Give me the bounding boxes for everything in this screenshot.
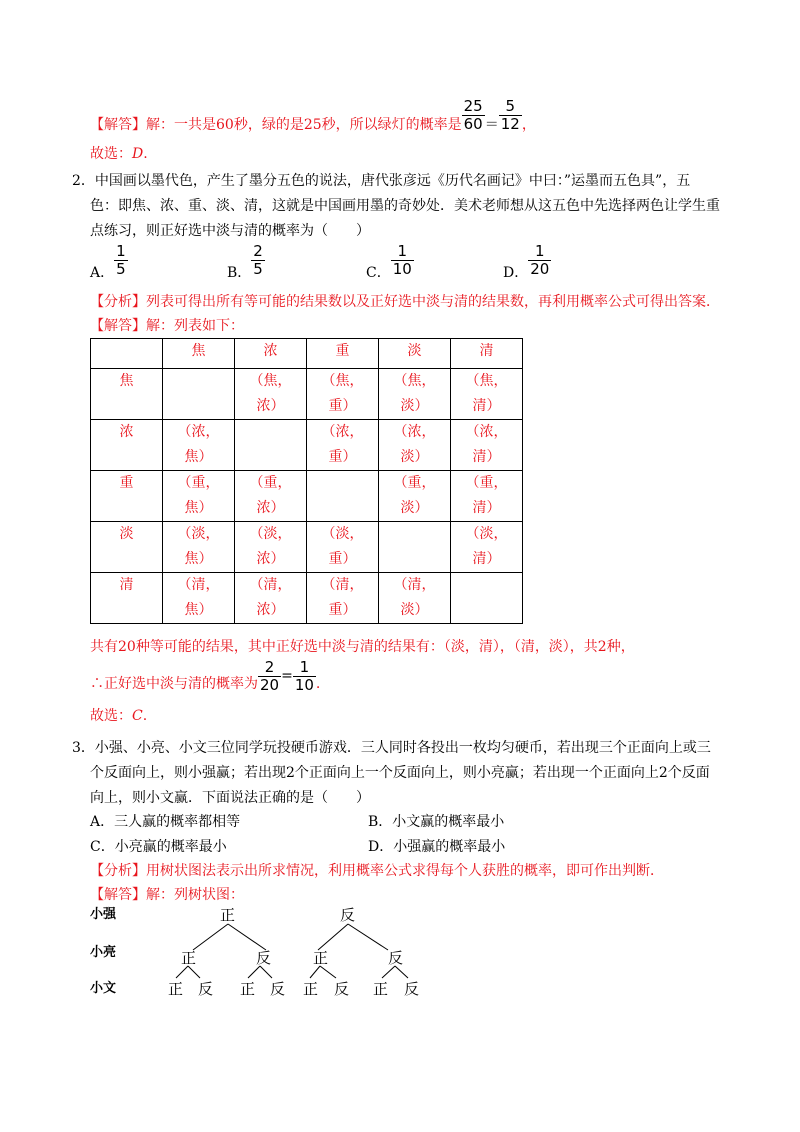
table-cell: （淡， 焦）: [163, 522, 235, 573]
table-cell: （浓， 焦）: [163, 420, 235, 471]
tree-row-label-3: 小文: [90, 981, 117, 996]
table-cell: （焦， 清）: [451, 369, 523, 420]
tree-row-label-2: 小亮: [90, 945, 117, 960]
table-cell: （浓， 清）: [451, 420, 523, 471]
tree-node-l2: 反: [256, 949, 272, 967]
table-cell: [235, 420, 307, 471]
tree-node-l2: 正: [313, 949, 329, 967]
q3-option-a[interactable]: A．三人赢的概率都相等: [90, 814, 241, 830]
table-cell: （重， 浓）: [235, 471, 307, 522]
tree-node-l3: 正: [240, 980, 256, 998]
q2-choice-line: 故选：C.: [90, 708, 148, 724]
q2-prob-fraction-2: $\frac{1}{10}$: [294, 657, 314, 694]
q2-stem-line-1: 2．中国画以墨代色，产生了墨分五色的说法，唐代张彦远《历代名画记》中曰：”运墨而五色具”，五: [72, 173, 691, 189]
table-cell: （重， 焦）: [163, 471, 235, 522]
tree-node-l3: 反: [270, 980, 286, 998]
q3-tree-diagram: [88, 900, 428, 1000]
tree-node-l2: 反: [388, 949, 404, 967]
table-cell: （清， 重）: [307, 573, 379, 624]
tree-node-l3: 正: [303, 980, 319, 998]
q3-stem-line-1: 3．小强、小亮、小文三位同学玩投硬币游戏．三人同时各投出一枚均匀硬币，若出现三个正面向上或三: [72, 740, 711, 756]
table-header-cell: 浓: [235, 339, 307, 369]
table-row: [91, 420, 523, 471]
q1-answer-line: 【解答】解：一共是60秒，绿的是25秒，所以绿灯的概率是 $\frac{25}{60}$ ＝ $\frac{5}{12}$ ，: [90, 96, 536, 133]
tree-node-l2: 正: [181, 949, 197, 967]
table-cell: （淡， 浓）: [235, 522, 307, 573]
q3-stem-line-3: 向上，则小文赢．下面说法正确的是（ ）: [90, 790, 370, 806]
table-row: [91, 369, 523, 420]
table-cell: （焦， 浓）: [235, 369, 307, 420]
q1-fraction-2: $\frac{5}{12}$: [500, 96, 520, 133]
q1-fraction-1: $\frac{25}{60}$: [463, 96, 483, 133]
table-cell: （重， 清）: [451, 471, 523, 522]
q2-outcome-table: [90, 338, 523, 624]
table-header-cell: 重: [307, 339, 379, 369]
q2-answer-intro: 【解答】解：列表如下：: [90, 318, 244, 334]
tree-node-l1: 正: [220, 906, 236, 924]
table-row-label: 重: [91, 471, 163, 522]
table-cell: （焦， 重）: [307, 369, 379, 420]
table-row: [91, 471, 523, 522]
q3-stem-line-2: 个反面向上，则小强赢；若出现2个正面向上一个反面向上，则小亮赢；若出现一个正面向上2个反面: [90, 765, 710, 781]
q3-option-d[interactable]: D．小强赢的概率最小: [368, 839, 506, 855]
table-cell: （淡， 重）: [307, 522, 379, 573]
tree-node-l3: 正: [168, 980, 184, 998]
q1-choice: D: [132, 146, 144, 162]
table-cell: （淡， 清）: [451, 522, 523, 573]
q1-answer-prefix: 【解答】: [90, 117, 146, 133]
q2-probability-line: ∴正好选中淡与清的概率为 $\frac{2}{20}$ = $\frac{1}{10}$ .: [90, 657, 321, 694]
q3-analysis: 【分析】用树状图法表示出所求情况，利用概率公式求得每个人获胜的概率，即可作出判断．: [90, 863, 664, 879]
q1-equals: ＝: [484, 117, 499, 133]
table-cell: （浓， 淡）: [379, 420, 451, 471]
table-cell: （浓， 重）: [307, 420, 379, 471]
table-header-cell: 清: [451, 339, 523, 369]
table-cell: [163, 369, 235, 420]
q2-option-c[interactable]: C． $\frac{1}{10}$: [366, 242, 412, 281]
q3-option-b[interactable]: B．小文赢的概率最小: [368, 814, 505, 830]
table-header-cell: 淡: [379, 339, 451, 369]
q2-stem-line-2: 色：即焦、浓、重、淡、清，这就是中国画用墨的奇妙处．美术老师想从这五色中先选择两色让学生重: [90, 198, 720, 214]
tree-node-l3: 反: [404, 980, 420, 998]
q2-option-d[interactable]: D． $\frac{1}{20}$: [503, 242, 550, 281]
q2-prob-fraction-1: $\frac{2}{20}$: [260, 657, 280, 694]
q2-stem-line-3: 点练习，则正好选中淡与清的概率为（ ）: [90, 223, 370, 239]
q2-option-a[interactable]: A． $\frac{1}{5}$: [90, 242, 126, 281]
tree-node-l3: 正: [373, 980, 389, 998]
table-cell: （清， 淡）: [379, 573, 451, 624]
table-cell: [379, 522, 451, 573]
tree-node-l3: 反: [198, 980, 214, 998]
q2-result-line: 共有20种等可能的结果，其中正好选中淡与清的结果有：（淡，清），（清，淡），共2种，: [90, 639, 635, 655]
tree-branches: [176, 924, 408, 978]
table-cell: [451, 573, 523, 624]
q2-choice: C: [132, 708, 143, 724]
table-header-cell: [91, 339, 163, 369]
q1-answer-text: 解：一共是60秒，绿的是25秒，所以绿灯的概率是: [146, 117, 462, 133]
table-cell: （清， 浓）: [235, 573, 307, 624]
q3-answer-intro: 【解答】解：列树状图：: [90, 887, 244, 903]
table-row-label: 浓: [91, 420, 163, 471]
table-cell: [307, 471, 379, 522]
q2-option-b[interactable]: B． $\frac{2}{5}$: [227, 242, 263, 281]
tree-node-l1: 反: [340, 906, 356, 924]
table-row: [91, 573, 523, 624]
table-header-row: [91, 339, 523, 369]
q1-choice-line: 故选：D.: [90, 146, 148, 162]
table-cell: （焦， 淡）: [379, 369, 451, 420]
table-row-label: 清: [91, 573, 163, 624]
table-cell: （重， 淡）: [379, 471, 451, 522]
table-cell: （清， 焦）: [163, 573, 235, 624]
table-header-cell: 焦: [163, 339, 235, 369]
q3-option-c[interactable]: C．小亮赢的概率最小: [90, 839, 227, 855]
table-row-label: 淡: [91, 522, 163, 573]
table-row-label: 焦: [91, 369, 163, 420]
tree-row-label-1: 小强: [90, 907, 117, 922]
q2-analysis: 【分析】列表可得出所有等可能的结果数以及正好选中淡与清的结果数，再利用概率公式可得出答案．: [90, 294, 720, 310]
table-row: [91, 522, 523, 573]
tree-node-l3: 反: [334, 980, 350, 998]
